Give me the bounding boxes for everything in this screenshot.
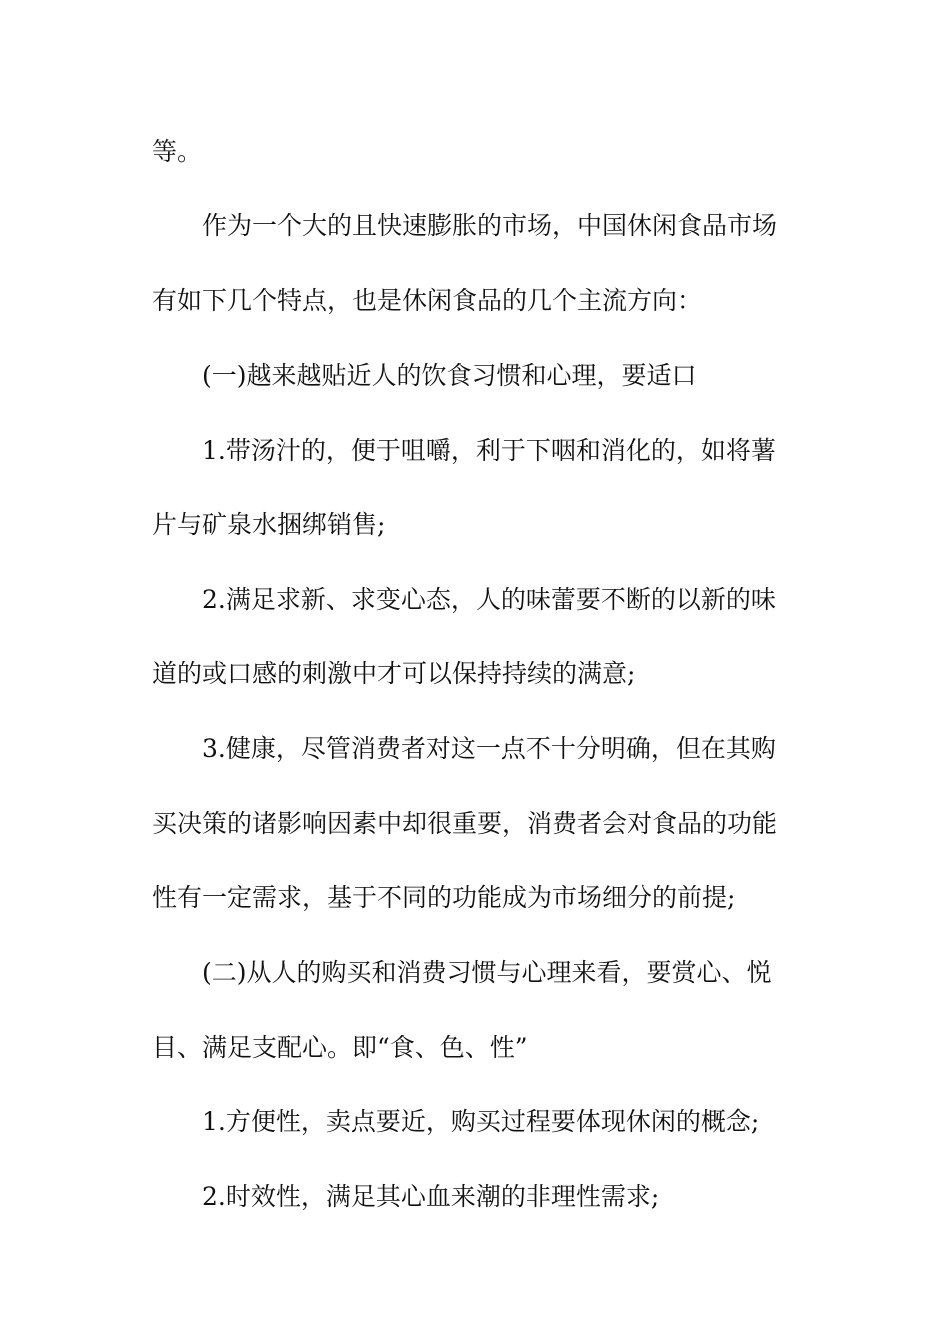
section-heading-1: (一)越来越贴近人的饮食习惯和心理，要适口 [202,361,697,390]
list-item-2-2: 2.时效性，满足其心血来潮的非理性需求; [202,1182,660,1211]
list-item-1-3-cont-2: 性有一定需求，基于不同的功能成为市场细分的前提; [152,883,736,912]
list-item-1-3: 3.健康，尽管消费者对这一点不十分明确，但在其购 [202,734,776,763]
paragraph-market-intro-cont: 有如下几个特点，也是休闲食品的几个主流方向： [152,286,703,315]
list-item-1-2: 2.满足求新、求变心态，人的味蕾要不断的以新的味 [202,585,776,614]
list-item-1-2-cont: 道的或口感的刺激中才可以保持持续的满意; [152,659,636,688]
list-item-1-3-cont: 买决策的诸影响因素中却很重要，消费者会对食品的功能 [152,809,778,838]
section-heading-2-cont: 目、满足支配心。即“食、色、性” [152,1033,528,1062]
text-line-continuation: 等。 [152,137,203,166]
list-item-2-1: 1.方便性，卖点要近，购买过程要体现休闲的概念; [202,1107,760,1136]
section-heading-2: (二)从人的购买和消费习惯与心理来看，要赏心、悦 [202,958,772,987]
paragraph-market-intro: 作为一个大的且快速膨胀的市场，中国休闲食品市场 [202,211,778,240]
list-item-1-1-cont: 片与矿泉水捆绑销售; [152,510,386,539]
list-item-1-1: 1.带汤汁的，便于咀嚼，利于下咽和消化的，如将薯 [202,436,776,465]
